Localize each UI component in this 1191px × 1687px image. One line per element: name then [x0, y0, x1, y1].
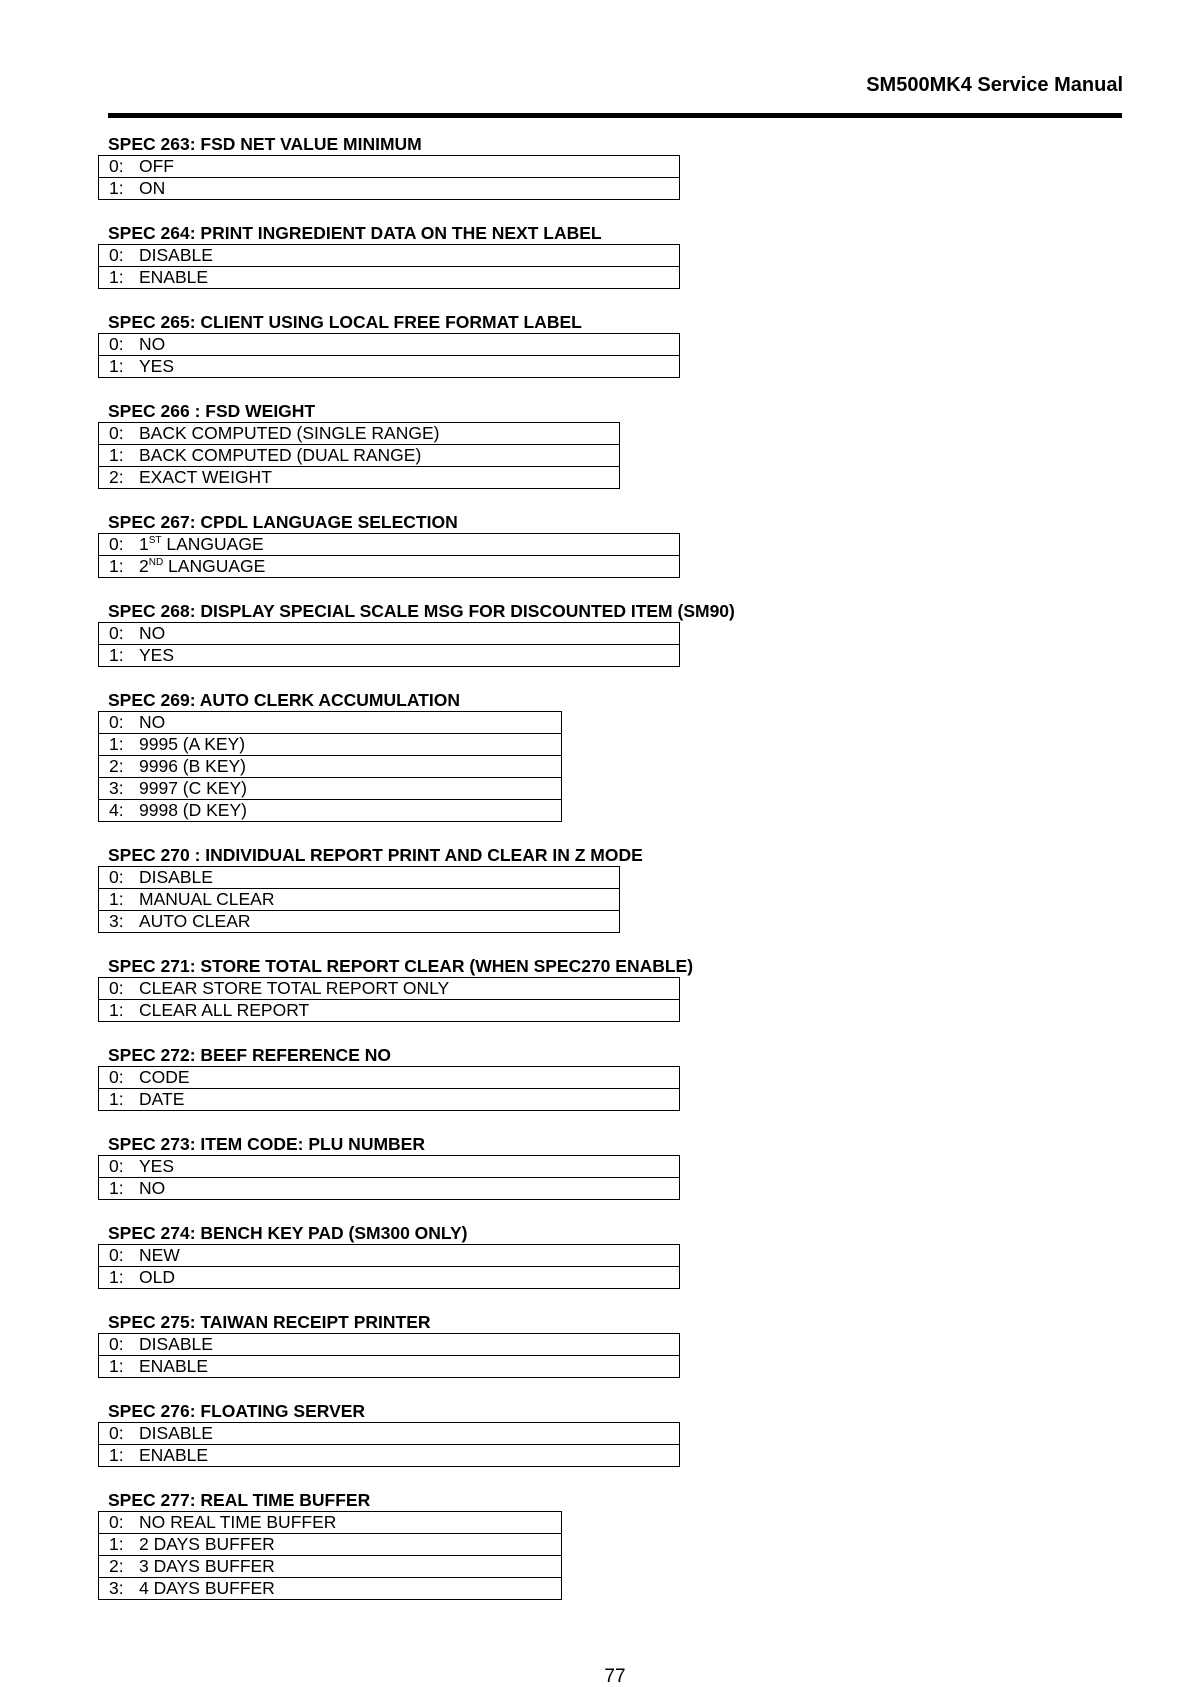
option-cell	[99, 1000, 680, 1022]
options-table	[98, 977, 680, 1022]
option-label	[139, 1356, 208, 1376]
option-row	[99, 1356, 680, 1378]
option-number: 0:	[109, 1156, 124, 1176]
option-number: 0:	[109, 1245, 124, 1265]
option-label	[139, 889, 275, 909]
option-label	[139, 645, 174, 665]
option-label	[139, 978, 449, 998]
option-number: 2:	[109, 756, 124, 776]
options-table	[98, 244, 680, 289]
page-number: 77	[604, 1666, 626, 1687]
option-number: 3:	[109, 778, 124, 798]
option-number: 0:	[109, 978, 124, 998]
option-label-text: ON	[139, 178, 166, 198]
option-cell	[99, 1356, 680, 1378]
option-number: 1:	[109, 889, 124, 909]
option-cell	[99, 889, 620, 911]
options-table	[98, 622, 680, 667]
options-table	[98, 1066, 680, 1111]
option-row	[99, 1578, 562, 1600]
option-label-suffix: LANGUAGE	[163, 556, 266, 576]
header-divider	[108, 113, 1122, 118]
option-label	[139, 1067, 190, 1087]
option-row	[99, 911, 620, 933]
option-number: 0:	[109, 156, 124, 176]
option-cell	[99, 778, 562, 800]
option-label	[139, 1267, 175, 1287]
option-label-text: 2 DAYS BUFFER	[139, 1534, 275, 1554]
option-label-text: DISABLE	[139, 1423, 213, 1443]
option-row	[99, 1534, 562, 1556]
option-label-text: ENABLE	[139, 1356, 209, 1376]
option-label	[139, 1245, 180, 1265]
option-cell	[99, 1556, 562, 1578]
options-table	[98, 333, 680, 378]
spec-title: SPEC 267: CPDL LANGUAGE SELECTION	[108, 512, 458, 532]
option-cell	[99, 1178, 680, 1200]
option-label-text: YES	[139, 645, 175, 665]
spec-section	[98, 600, 1098, 667]
option-row	[99, 1445, 680, 1467]
option-cell	[99, 1534, 562, 1556]
options-table	[98, 155, 680, 200]
option-row	[99, 178, 680, 200]
option-row	[99, 267, 680, 289]
option-label-text: OFF	[139, 156, 174, 176]
option-label-text: BACK COMPUTED (DUAL RANGE)	[139, 445, 422, 465]
spec-title: SPEC 266 : FSD WEIGHT	[108, 401, 316, 421]
option-row	[99, 1423, 680, 1445]
option-label-text: 1	[139, 534, 149, 554]
option-number: 1:	[109, 1356, 124, 1376]
option-label	[139, 623, 165, 643]
spec-title: SPEC 269: AUTO CLERK ACCUMULATION	[108, 690, 460, 710]
option-cell	[99, 534, 680, 556]
option-number: 1:	[109, 1089, 124, 1109]
spec-section	[98, 133, 1098, 200]
options-table	[98, 1333, 680, 1378]
spec-section	[98, 511, 1098, 578]
option-label-text: YES	[139, 1156, 175, 1176]
option-label	[139, 156, 174, 176]
spec-title: SPEC 277: REAL TIME BUFFER	[108, 1490, 371, 1510]
option-label	[139, 334, 165, 354]
option-row	[99, 334, 680, 356]
option-number: 0:	[109, 423, 124, 443]
option-label	[139, 178, 165, 198]
option-label	[139, 534, 264, 554]
option-label	[139, 800, 247, 820]
spec-section	[98, 1311, 1098, 1378]
spec-title: SPEC 270 : INDIVIDUAL REPORT PRINT AND CLEAR IN Z MODE	[108, 845, 643, 865]
option-label	[139, 1512, 336, 1532]
ordinal-suffix: ND	[148, 557, 164, 569]
option-row	[99, 712, 562, 734]
option-row	[99, 1334, 680, 1356]
option-cell	[99, 867, 620, 889]
option-label-text: NO	[139, 1178, 166, 1198]
option-cell	[99, 1267, 680, 1289]
option-label-text: ENABLE	[139, 1445, 209, 1465]
spec-section	[98, 1222, 1098, 1289]
option-row	[99, 889, 620, 911]
spec-section	[98, 689, 1098, 822]
options-table	[98, 866, 620, 933]
option-number: 1:	[109, 734, 124, 754]
option-number: 1:	[109, 1534, 124, 1554]
option-row	[99, 756, 562, 778]
option-cell	[99, 245, 680, 267]
option-label-text: ENABLE	[139, 267, 209, 287]
option-label	[139, 556, 265, 576]
option-number: 1:	[109, 1267, 124, 1287]
option-label	[139, 867, 213, 887]
option-cell	[99, 556, 680, 578]
option-label-text: OLD	[139, 1267, 175, 1287]
option-cell	[99, 1067, 680, 1089]
option-row	[99, 245, 680, 267]
spec-section	[98, 1044, 1098, 1111]
option-row	[99, 1178, 680, 1200]
spec-title: SPEC 272: BEEF REFERENCE NO	[108, 1045, 391, 1065]
option-row	[99, 467, 620, 489]
option-row	[99, 1156, 680, 1178]
option-row	[99, 645, 680, 667]
spec-title: SPEC 265: CLIENT USING LOCAL FREE FORMAT LABEL	[108, 312, 582, 332]
spec-section	[98, 222, 1098, 289]
option-label	[139, 423, 439, 443]
options-table	[98, 1155, 680, 1200]
option-label-text: NEW	[139, 1245, 180, 1265]
option-number: 1:	[109, 267, 124, 287]
spec-section	[98, 1400, 1098, 1467]
option-number: 0:	[109, 712, 124, 732]
option-label-text: MANUAL CLEAR	[139, 889, 275, 909]
option-label-text: CLEAR STORE TOTAL REPORT ONLY	[139, 978, 450, 998]
option-cell	[99, 156, 680, 178]
option-label-text: NO	[139, 623, 166, 643]
option-label	[139, 1089, 184, 1109]
options-table	[98, 1422, 680, 1467]
option-number: 0:	[109, 867, 124, 887]
option-cell	[99, 978, 680, 1000]
option-label	[139, 1556, 275, 1576]
option-number: 0:	[109, 1067, 124, 1087]
option-number: 0:	[109, 334, 124, 354]
option-label-text: DATE	[139, 1089, 185, 1109]
option-cell	[99, 423, 620, 445]
option-label-text: NO	[139, 334, 166, 354]
options-table	[98, 711, 562, 822]
option-row	[99, 445, 620, 467]
option-number: 1:	[109, 356, 124, 376]
option-label-text: YES	[139, 356, 175, 376]
option-cell	[99, 1334, 680, 1356]
option-cell	[99, 178, 680, 200]
option-label-text: 4 DAYS BUFFER	[139, 1578, 275, 1598]
option-number: 4:	[109, 800, 124, 820]
option-label	[139, 1578, 275, 1598]
options-table	[98, 422, 620, 489]
option-number: 1:	[109, 645, 124, 665]
option-number: 3:	[109, 1578, 124, 1598]
option-number: 1:	[109, 1178, 124, 1198]
spec-section	[98, 311, 1098, 378]
option-number: 0:	[109, 1512, 124, 1532]
option-cell	[99, 267, 680, 289]
spec-section	[98, 1489, 1098, 1600]
option-label	[139, 1178, 165, 1198]
option-number: 1:	[109, 1000, 124, 1020]
option-label-text: 9996 (B KEY)	[139, 756, 246, 776]
option-row	[99, 778, 562, 800]
option-label	[139, 756, 246, 776]
option-label	[139, 778, 247, 798]
spec-title: SPEC 276: FLOATING SERVER	[108, 1401, 366, 1421]
spec-section	[98, 844, 1098, 933]
option-label-text: NO	[139, 712, 166, 732]
option-label-text: 2	[139, 556, 149, 576]
option-number: 1:	[109, 556, 124, 576]
spec-title: SPEC 268: DISPLAY SPECIAL SCALE MSG FOR DISCOUNTED ITEM (SM90)	[108, 601, 735, 621]
option-label-text: 9997 (C KEY)	[139, 778, 247, 798]
option-cell	[99, 1512, 562, 1534]
option-row	[99, 423, 620, 445]
option-label	[139, 1445, 208, 1465]
option-label-suffix: LANGUAGE	[161, 534, 264, 554]
option-row	[99, 867, 620, 889]
option-number: 2:	[109, 467, 124, 487]
option-label-text: DISABLE	[139, 245, 213, 265]
option-number: 0:	[109, 1423, 124, 1443]
ordinal-suffix: ST	[148, 535, 162, 547]
option-row	[99, 1512, 562, 1534]
option-row	[99, 1089, 680, 1111]
option-cell	[99, 334, 680, 356]
option-row	[99, 356, 680, 378]
option-cell	[99, 1156, 680, 1178]
option-number: 0:	[109, 245, 124, 265]
spec-title: SPEC 274: BENCH KEY PAD (SM300 ONLY)	[108, 1223, 468, 1243]
option-label	[139, 1156, 174, 1176]
option-label-text: DISABLE	[139, 1334, 213, 1354]
option-label	[139, 911, 251, 931]
option-number: 0:	[109, 623, 124, 643]
option-row	[99, 1267, 680, 1289]
option-cell	[99, 467, 620, 489]
option-label	[139, 1000, 309, 1020]
option-row	[99, 1245, 680, 1267]
option-number: 1:	[109, 178, 124, 198]
option-cell	[99, 1423, 680, 1445]
option-row	[99, 156, 680, 178]
option-number: 0:	[109, 1334, 124, 1354]
spec-section	[98, 955, 1098, 1022]
option-cell	[99, 911, 620, 933]
spec-title: SPEC 273: ITEM CODE: PLU NUMBER	[108, 1134, 425, 1154]
option-cell	[99, 1578, 562, 1600]
spec-list	[98, 133, 1098, 1622]
spec-title: SPEC 275: TAIWAN RECEIPT PRINTER	[108, 1312, 431, 1332]
option-cell	[99, 1245, 680, 1267]
option-row	[99, 978, 680, 1000]
option-label-text: NO REAL TIME BUFFER	[139, 1512, 337, 1532]
option-row	[99, 734, 562, 756]
option-label-text: BACK COMPUTED (SINGLE RANGE)	[139, 423, 440, 443]
option-number: 3:	[109, 911, 124, 931]
option-label	[139, 445, 421, 465]
option-label	[139, 245, 213, 265]
option-label-text: DISABLE	[139, 867, 213, 887]
options-table	[98, 1244, 680, 1289]
option-row	[99, 1067, 680, 1089]
option-label	[139, 1534, 275, 1554]
option-label-text: AUTO CLEAR	[139, 911, 251, 931]
option-label-text: EXACT WEIGHT	[139, 467, 272, 487]
option-cell	[99, 1445, 680, 1467]
option-label	[139, 356, 174, 376]
option-label-text: CLEAR ALL REPORT	[139, 1000, 310, 1020]
options-table	[98, 1511, 562, 1600]
option-cell	[99, 756, 562, 778]
option-number: 0:	[109, 534, 124, 554]
spec-section	[98, 400, 1098, 489]
option-cell	[99, 445, 620, 467]
option-row	[99, 1000, 680, 1022]
spec-title: SPEC 271: STORE TOTAL REPORT CLEAR (WHEN SPEC270 ENABLE)	[108, 956, 694, 976]
option-cell	[99, 1089, 680, 1111]
header-title: SM500MK4 Service Manual	[866, 74, 1123, 96]
option-label	[139, 267, 208, 287]
option-label	[139, 734, 245, 754]
option-number: 1:	[109, 1445, 124, 1465]
option-cell	[99, 734, 562, 756]
option-label	[139, 1334, 213, 1354]
option-label-text: 9998 (D KEY)	[139, 800, 247, 820]
option-label-text: 9995 (A KEY)	[139, 734, 246, 754]
option-label	[139, 1423, 213, 1443]
option-cell	[99, 645, 680, 667]
option-cell	[99, 800, 562, 822]
option-row	[99, 534, 680, 556]
option-label-text: CODE	[139, 1067, 190, 1087]
option-row	[99, 623, 680, 645]
option-row	[99, 1556, 562, 1578]
option-cell	[99, 356, 680, 378]
options-table	[98, 533, 680, 578]
option-cell	[99, 623, 680, 645]
spec-title: SPEC 264: PRINT INGREDIENT DATA ON THE NEXT LABEL	[108, 223, 602, 243]
option-row	[99, 556, 680, 578]
option-row	[99, 800, 562, 822]
option-label	[139, 467, 272, 487]
option-label	[139, 712, 165, 732]
option-label-text: 3 DAYS BUFFER	[139, 1556, 275, 1576]
option-cell	[99, 712, 562, 734]
option-number: 2:	[109, 1556, 124, 1576]
spec-title: SPEC 263: FSD NET VALUE MINIMUM	[108, 134, 422, 154]
option-number: 1:	[109, 445, 124, 465]
spec-section	[98, 1133, 1098, 1200]
